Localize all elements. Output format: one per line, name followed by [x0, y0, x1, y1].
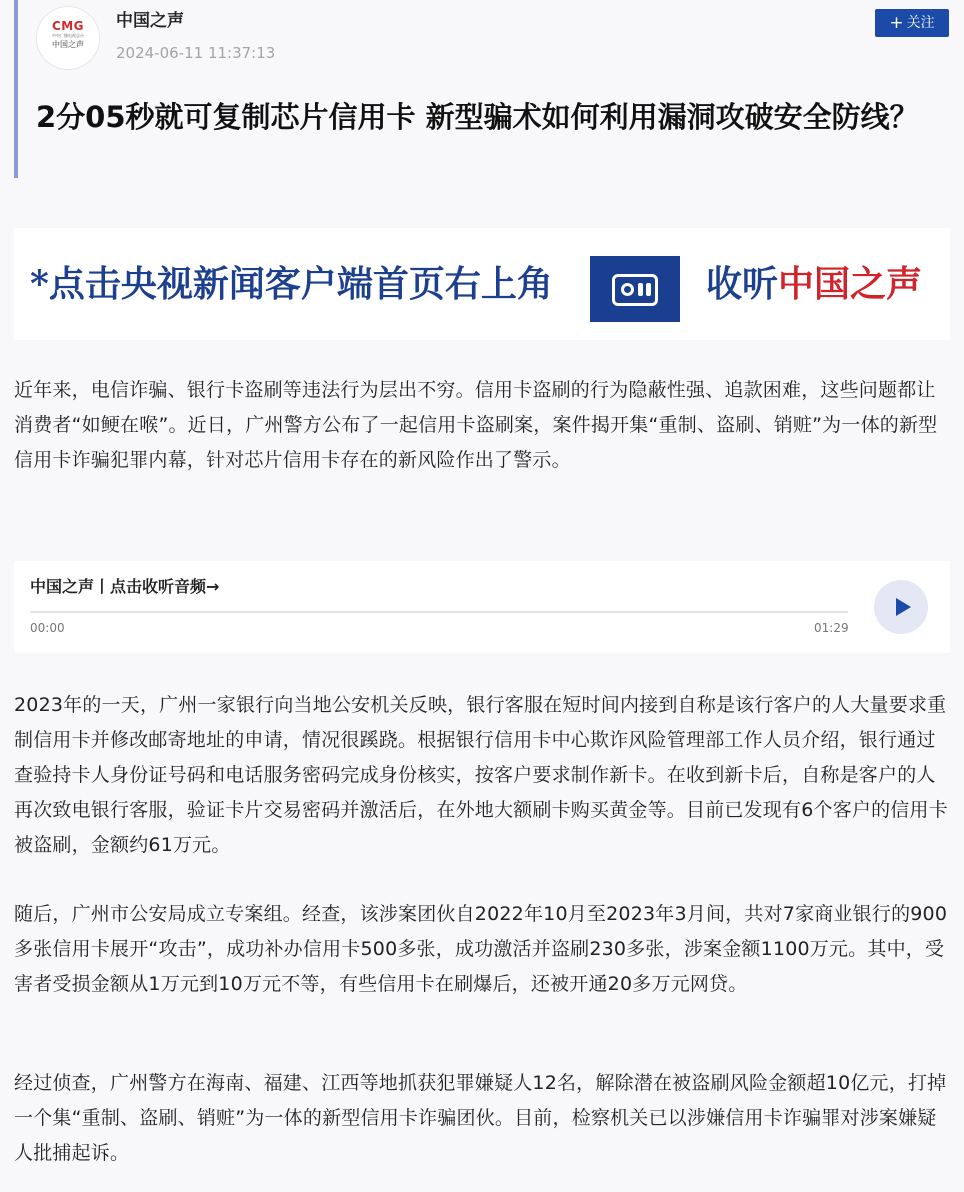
banner-instruction-text: *点击央视新闻客户端首页右上角 [30, 263, 553, 305]
audio-progress-track[interactable] [30, 611, 848, 613]
article-header [14, 0, 964, 180]
author-avatar[interactable] [36, 6, 100, 70]
banner-listen-word: 收听 [706, 263, 779, 305]
article-paragraph-4: 经过侦查，广州警方在海南、福建、江西等地抓获犯罪嫌疑人12名，解除潜在被盗刷风险金额超10亿元，打掉一个集“重制、盗刷、销赃”为一体的新型信用卡诈骗团伙。目前，检察机关已以涉嫌信用卡诈骗罪对涉案嫌疑人批捕起诉。 [14, 1072, 947, 1164]
author-name[interactable]: 中国之声 [116, 11, 184, 31]
audio-current-time: 00:00 [30, 621, 65, 635]
cmg-logo-subtext: 中央广播电视总台 [52, 33, 84, 38]
follow-button-label: 关注 [906, 15, 935, 31]
article-title: 2分05秒就可复制芯片信用卡 新型骗术如何利用漏洞攻破安全防线？ [36, 100, 919, 134]
cmg-logo-text: CMG [51, 19, 85, 33]
audio-player [14, 561, 950, 653]
cmg-logo-name: 中国之声 [52, 40, 84, 49]
plus-icon: + [889, 13, 904, 33]
banner-listen-text [706, 260, 922, 308]
radio-icon [590, 256, 680, 322]
article-paragraph-1: 近年来，电信诈骗、银行卡盗刷等违法行为层出不穷。信用卡盗刷的行为隐蔽性强、追款困难，这些问题都让消费者“如鲠在喉”。近日，广州警方公布了一起信用卡盗刷案，案件揭开集“重制、盗刷、销赃”为一体的新型信用卡诈骗犯罪内幕，针对芯片信用卡存在的新风险作出了警示。 [14, 379, 938, 471]
listen-banner[interactable] [14, 228, 950, 340]
accent-bar [14, 0, 18, 178]
post-timestamp: 2024-06-11 11:37:13 [116, 44, 276, 62]
play-icon [896, 598, 911, 616]
article-paragraph-2: 2023年的一天，广州一家银行向当地公安机关反映，银行客服在短时间内接到自称是该行客户的人大量要求重制信用卡并修改邮寄地址的申请，情况很蹊跷。根据银行信用卡中心欺诈风险管理部工作人员介绍，银行通过查验持卡人身份证号码和电话服务密码完成身份核实，按客户要求制作新卡。在收到新卡后，自称是客户的人再次致电银行客服，验证卡片交易密码并激活后，在外地大额刷卡购买黄金等。目前已发现有6个客户的信用卡被盗刷，金额约61万元。 [14, 694, 948, 856]
audio-title[interactable]: 中国之声丨点击收听音频→ [30, 577, 220, 596]
play-button[interactable] [874, 580, 928, 634]
article-paragraph-3: 随后，广州市公安局成立专案组。经查，该涉案团伙自2022年10月至2023年3月间，共对7家商业银行的900多张信用卡展开“攻击”，成功补办信用卡500多张，成功激活并盗刷230多张，涉案金额1100万元。其中，受害者受损金额从1万元到10万元不等，有些信用卡在刷爆后，还被开通20多万元网贷。 [14, 903, 948, 995]
follow-button[interactable] [875, 9, 949, 37]
banner-channel-name: 中国之声 [778, 263, 923, 305]
audio-duration: 01:29 [814, 621, 849, 635]
